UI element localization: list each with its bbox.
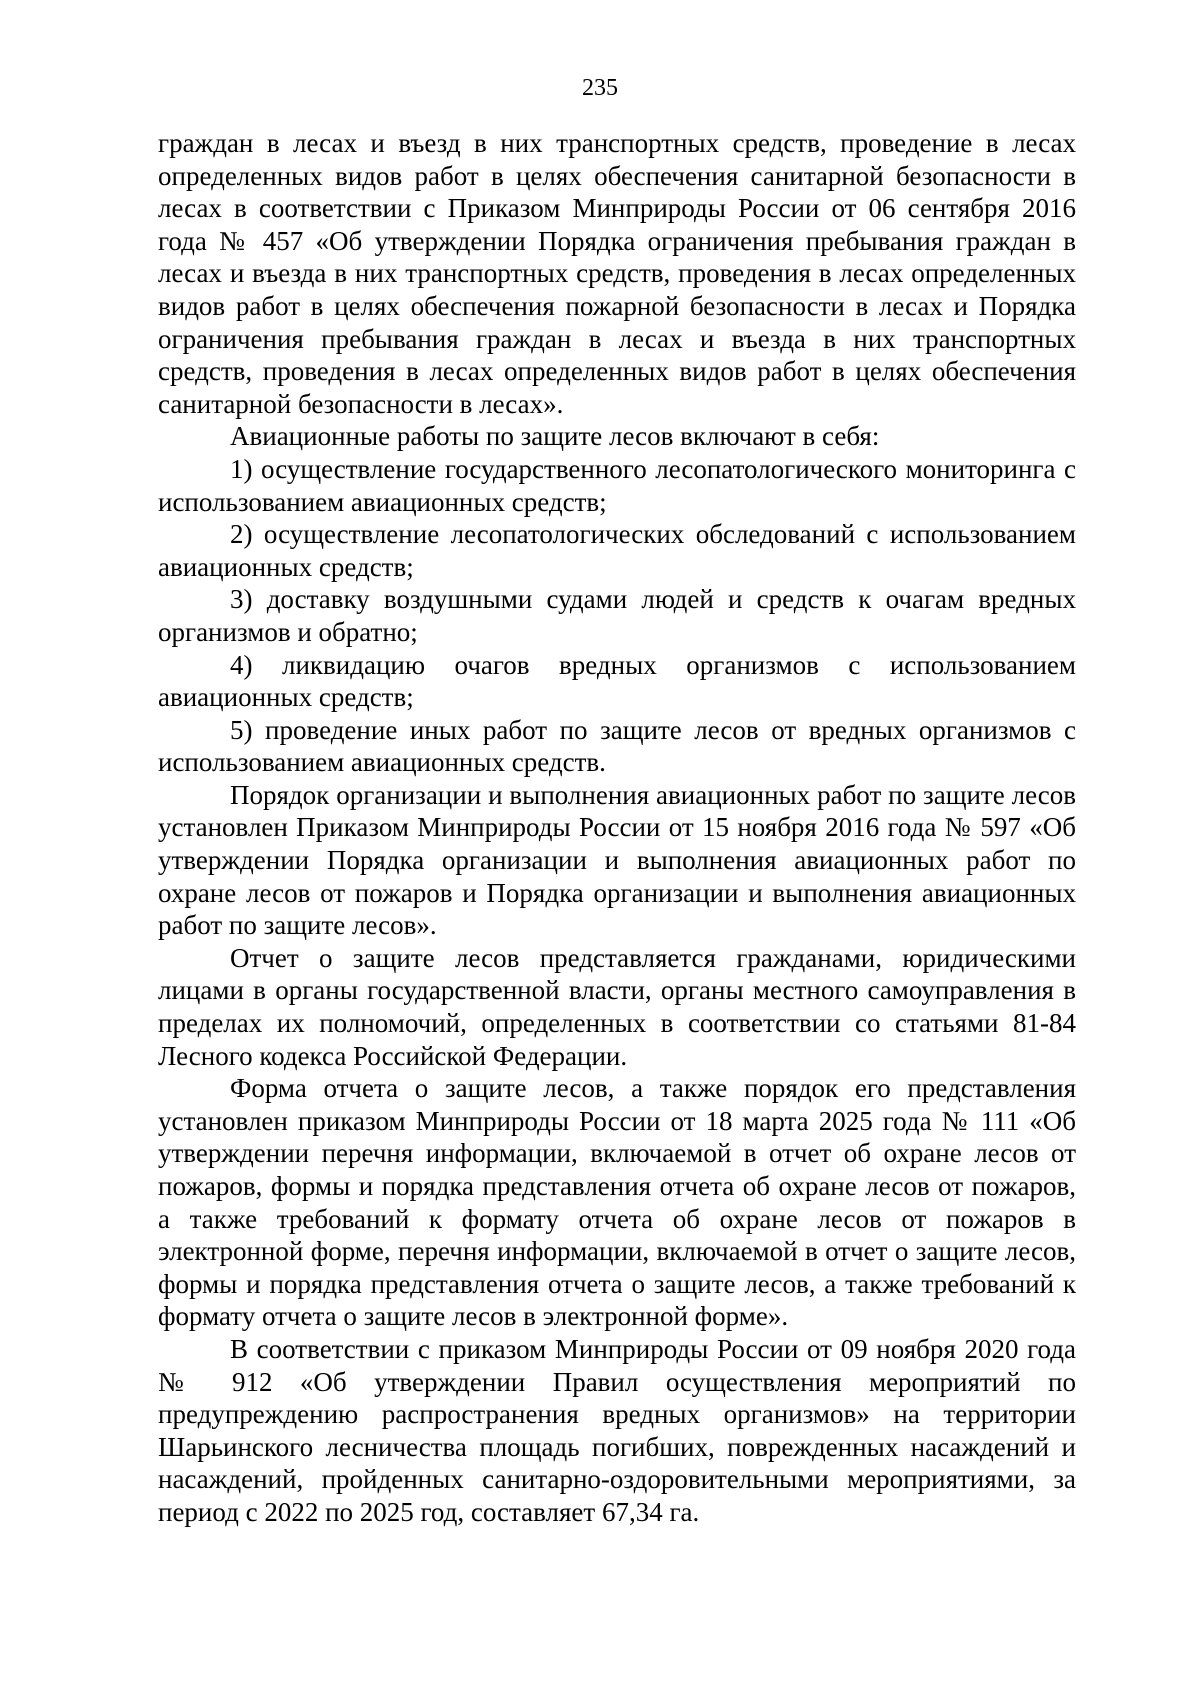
body-text xyxy=(158,127,1076,1529)
list-item: 1) осуществление государственного лесопатологического мониторинга с использованием авиационных средств; xyxy=(158,453,1076,517)
list-item: 4) ликвидацию очагов вредных организмов с использованием авиационных средств; xyxy=(158,649,1076,713)
page-number: 235 xyxy=(582,75,618,101)
list-item: 2) осуществление лесопатологических обследований с использованием авиационных средств; xyxy=(158,519,1076,582)
list-item: 5) проведение иных работ по защите лесов от вредных организмов с использованием авиационных средств. xyxy=(158,714,1076,778)
paragraph: В соответствии с приказом Минприроды России от 09 ноября 2020 года № 912 «Об утверждении Правил осуществления мероприятий по предупреждению распространения вредных организмов» на территории Шарьинского лесничества площадь погибших, поврежденных насаждений и насаждений, пройденных санитарно-оздоровительными мероприятиями, за период с 2022 по 2025 год, составляет 67,34 га. xyxy=(158,1333,1076,1527)
paragraph: Порядок организации и выполнения авиационных работ по защите лесов установлен Приказом Минприроды России от 15 ноября 2016 года № 597 «Об утверждении Порядка организации и выполнения авиационных работ по охране лесов от пожаров и Порядка организации и выполнения авиационных работ по защите лесов». xyxy=(158,779,1076,941)
paragraph: граждан в лесах и въезд в них транспортных средств, проведение в лесах определенных видов работ в целях обеспечения санитарной безопасности в лесах в соответствии с Приказом Минприроды России от 06 сентября 2016 года № 457 «Об утверждении Порядка ограничения пребывания граждан в лесах и въезда в них транспортных средств, проведения в лесах определенных видов работ в целях обеспечения пожарной безопасности в лесах и Порядка ограничения пребывания граждан в лесах и въезда в них транспортных средств, проведения в лесах определенных видов работ в целях обеспечения санитарной безопасности в лесах». xyxy=(158,128,1076,419)
paragraph: Авиационные работы по защите лесов включают в себя: xyxy=(230,421,880,452)
list-item: 3) доставку воздушными судами людей и средств к очагам вредных организмов и обратно; xyxy=(158,584,1076,647)
paragraph: Форма отчета о защите лесов, а также порядок его представления установлен приказом Минприроды России от 18 марта 2025 года № 111 «Об утверждении перечня информации, включаемой в отчет об охране лесов от пожаров, формы и порядка представления отчета об охране лесов от пожаров, а также требований к формату отчета об охране лесов от пожаров в электронной форме, перечня информации, включаемой в отчет о защите лесов, формы и порядка представления отчета о защите лесов, а также требований к формату отчета о защите лесов в электронной форме». xyxy=(158,1073,1076,1332)
paragraph: Отчет о защите лесов представляется гражданами, юридическими лицами в органы государственной власти, органы местного самоуправления в пределах их полномочий, определенных в соответствии со статьями 81-84 Лесного кодекса Российской Федерации. xyxy=(158,942,1076,1071)
